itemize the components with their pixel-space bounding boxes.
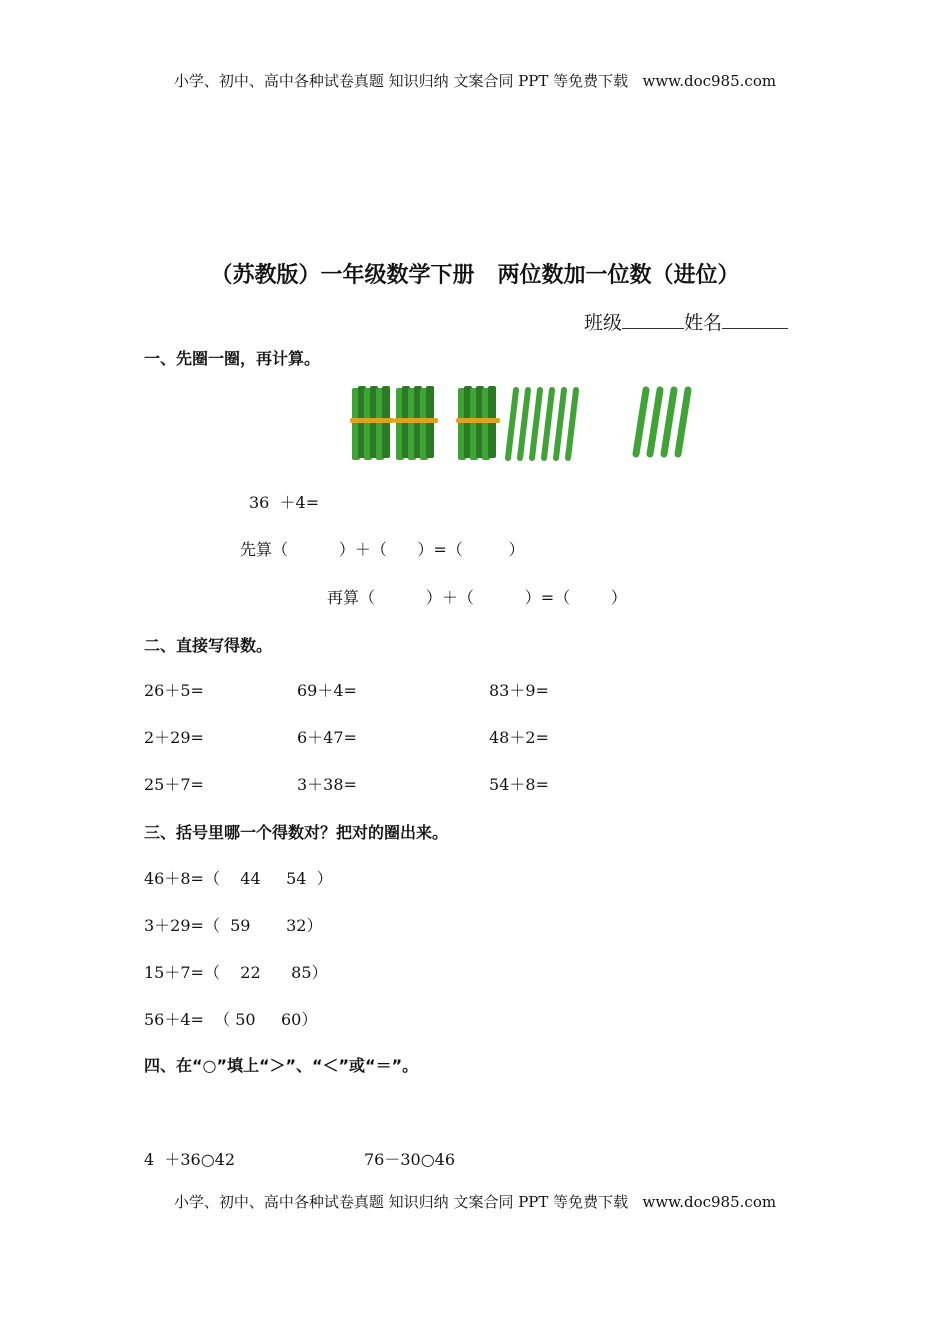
section1-step2: 再算（ ）＋（ ）=（ ）: [327, 588, 627, 607]
loose-stick: [636, 390, 646, 454]
choice-item: 56＋4= （ 50 60）: [144, 1010, 318, 1029]
page-footer: 小学、初中、高中各种试卷真题 知识归纳 文案合同 PPT 等免费下载 www.doc985.com: [173, 1193, 777, 1211]
problem-item: 69＋4=: [297, 681, 357, 700]
stick-bundle: [394, 386, 438, 460]
name-label: 姓名: [684, 312, 723, 334]
bundle-band: [456, 418, 500, 423]
loose-stick: [544, 390, 552, 458]
section4-heading: 四、在“○”填上“＞”、“＜”或“＝”。: [144, 1056, 419, 1075]
loose-stick: [678, 390, 688, 454]
name-blank[interactable]: [722, 310, 788, 329]
section1-equation: 36 ＋4=: [249, 493, 320, 512]
class-name-line: [584, 308, 788, 335]
problem-item: 3＋38=: [297, 775, 357, 794]
choice-item: 46＋8=（ 44 54 ）: [144, 869, 333, 888]
section1-step1: 先算（ ）＋（ ）=（ ）: [240, 540, 525, 559]
choice-item: 15＋7=（ 22 85）: [144, 963, 328, 982]
stick-bundle: [456, 386, 500, 460]
sticks-illustration: [348, 382, 708, 468]
section1-heading: 一、先圈一圈，再计算。: [144, 349, 321, 368]
stick-bundle: [350, 386, 394, 460]
class-blank[interactable]: [622, 310, 684, 329]
problem-item: 83＋9=: [489, 681, 549, 700]
compare-item: 76－30○46: [364, 1150, 456, 1169]
bundle-band: [350, 418, 394, 423]
problem-item: 54＋8=: [489, 775, 549, 794]
loose-stick: [520, 390, 528, 458]
loose-stick: [650, 390, 660, 454]
bundle-band: [394, 418, 438, 423]
section2-heading: 二、直接写得数。: [144, 636, 273, 655]
problem-item: 2＋29=: [144, 728, 204, 747]
choice-item: 3＋29=（ 59 32）: [144, 916, 323, 935]
section3-heading: 三、括号里哪一个得数对？把对的圈出来。: [144, 823, 449, 842]
class-label: 班级: [584, 312, 623, 334]
loose-stick: [556, 390, 564, 458]
problem-item: 6＋47=: [297, 728, 357, 747]
page-title: （苏教版）一年级数学下册 两位数加一位数（进位）: [210, 263, 740, 288]
loose-stick: [532, 390, 540, 458]
loose-stick: [568, 390, 576, 458]
problem-item: 26＋5=: [144, 681, 204, 700]
loose-stick: [664, 390, 674, 454]
problem-item: 48＋2=: [489, 728, 549, 747]
page-header: 小学、初中、高中各种试卷真题 知识归纳 文案合同 PPT 等免费下载 www.doc985.com: [173, 72, 777, 90]
loose-stick: [508, 390, 516, 458]
compare-item: 4 ＋36○42: [144, 1150, 236, 1169]
problem-item: 25＋7=: [144, 775, 204, 794]
